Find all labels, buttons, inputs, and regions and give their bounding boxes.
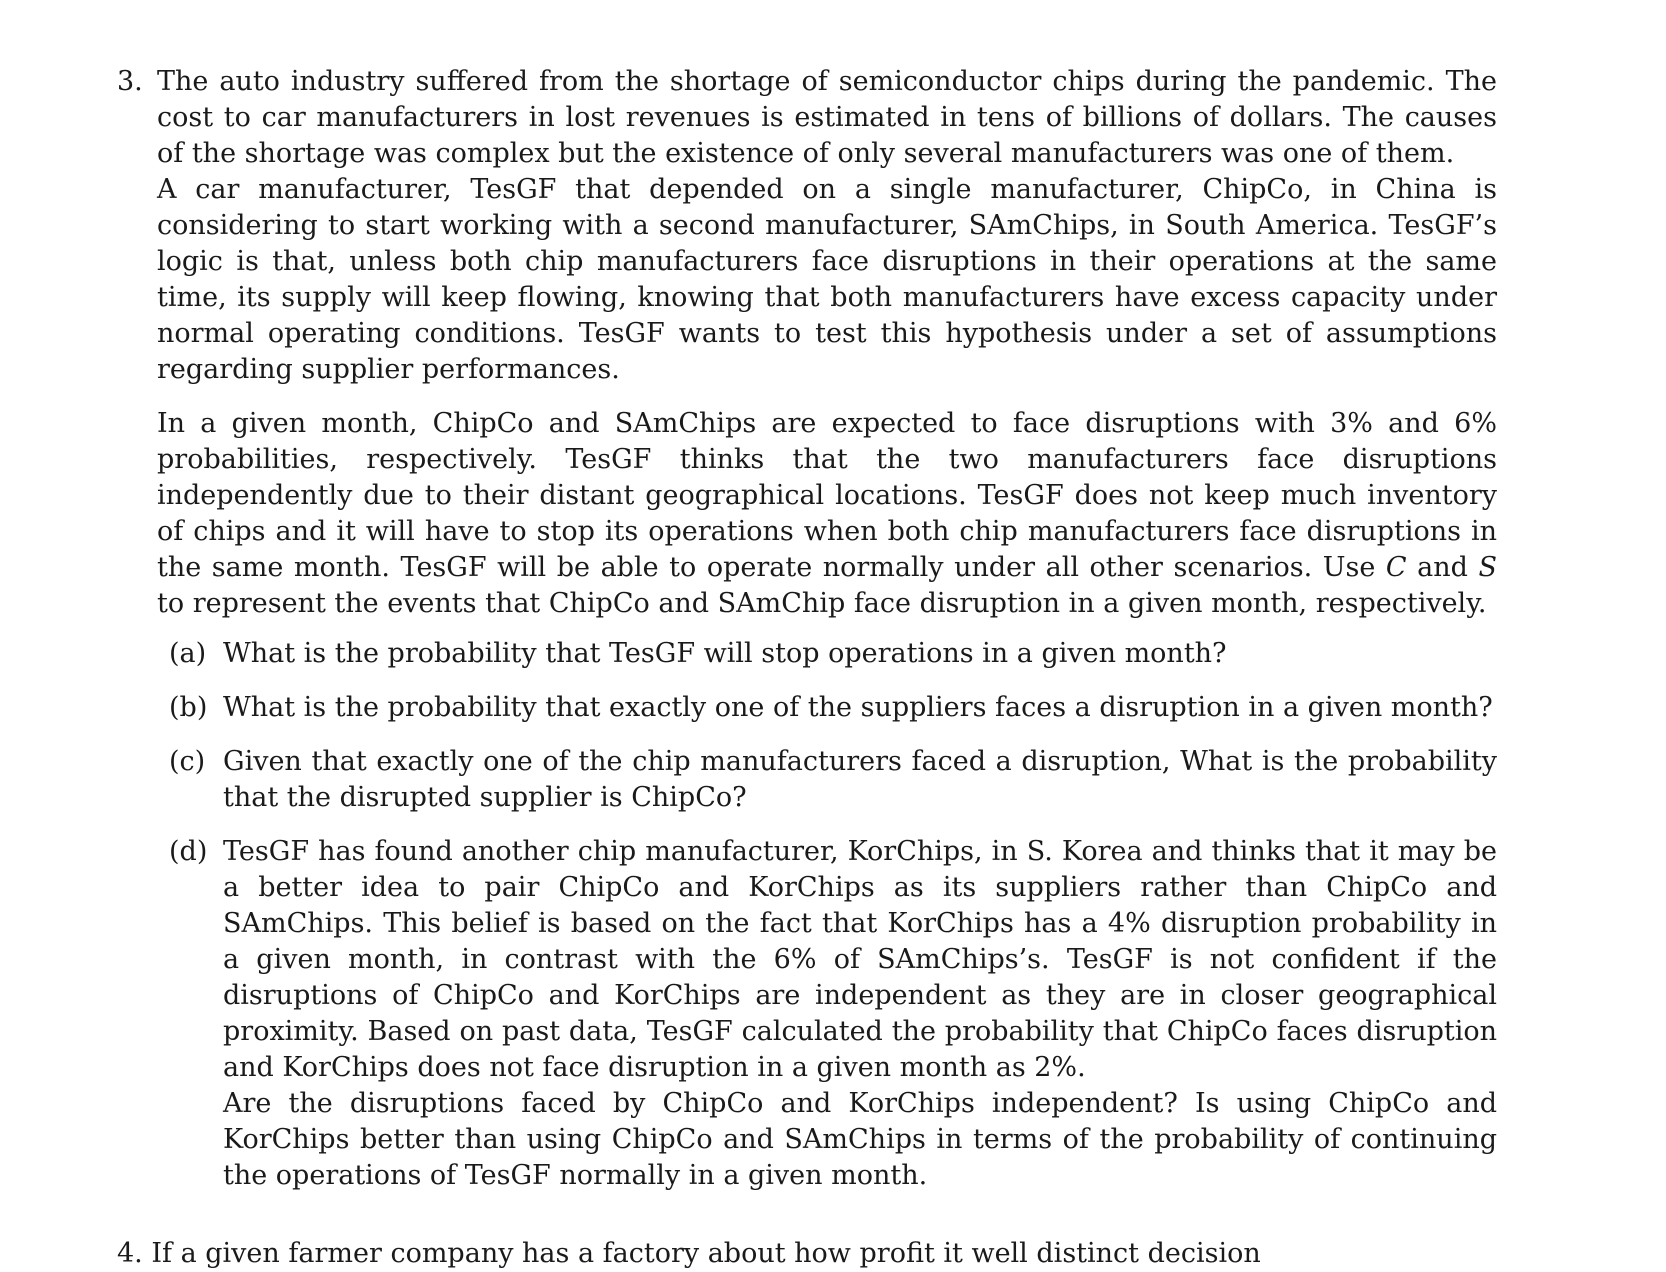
part-text: What is the probability that TesGF will stop operations in a given month? — [223, 638, 1227, 669]
setup-text-1: In a given month, ChipCo and SAmChips are expected to face disruptions with 3% and 6% probabilities, respectively. TesGF thinks that the two manufacturers face disruptions independently due to their distant geographical locations. TesGF does not keep much inventory of chips and it will have to stop its operations when both chip manufacturers face disruptions in the same month. TesGF will be able to operate normally under all other scenarios. Use — [157, 408, 1497, 583]
part-label: (d) — [169, 836, 208, 867]
next-problem-fragment: 4. If a given farmer company has a factory about how profit it well distinct decision — [117, 1238, 1261, 1269]
variable-c: C — [1385, 552, 1407, 583]
part-d — [157, 834, 1497, 1194]
problem-3 — [117, 64, 1497, 1212]
part-text-continued: Are the disruptions faced by ChipCo and KorChips independent? Is using ChipCo and KorChips better than using ChipCo and SAmChips in terms of the probability of continuing the operations of TesGF normally in a given month. — [223, 1088, 1497, 1191]
part-text: What is the probability that exactly one of the suppliers faces a disruption in a given month? — [223, 692, 1493, 723]
part-label: (c) — [169, 746, 206, 777]
problem-number: 3. — [117, 66, 143, 97]
part-text: Given that exactly one of the chip manufacturers faced a disruption, What is the probability that the disrupted supplier is ChipCo? — [223, 746, 1497, 813]
part-text: TesGF has found another chip manufacturer, KorChips, in S. Korea and thinks that it may be a better idea to pair ChipCo and KorChips as its suppliers rather than ChipCo and SAmChips. This belief is based on the fact that KorChips has a 4% disruption probability in a given month, in contrast with the 6% of SAmChips’s. TesGF is not confident if the disruptions of ChipCo and KorChips are independent as they are in closer geographical proximity. Based on past data, TesGF calculated the probability that ChipCo faces disruption and KorChips does not face disruption in a given month as 2%. — [223, 836, 1497, 1083]
problem-body — [157, 64, 1497, 1194]
part-label: (a) — [169, 638, 207, 669]
setup-text-2: to represent the events that ChipCo and SAmChip face disruption in a given month, respectively. — [157, 588, 1487, 619]
question-parts — [157, 636, 1497, 1194]
intro-paragraph-2: A car manufacturer, TesGF that depended on a single manufacturer, ChipCo, in China is considering to start working with a second manufacturer, SAmChips, in South America. TesGF’s logic is that, unless both chip manufacturers face disruptions in their operations at the same time, its supply will keep flowing, knowing that both manufacturers have excess capacity under normal operating conditions. TesGF wants to test this hypothesis under a set of assumptions regarding supplier performances. — [157, 174, 1497, 385]
setup-text-and: and — [1406, 552, 1479, 583]
intro-paragraph-1: The auto industry suffered from the shortage of semiconductor chips during the pandemic. The cost to car manufacturers in lost revenues is estimated in tens of billions of dollars. The causes of the shortage was complex but the existence of only several manufacturers was one of them. — [157, 66, 1497, 169]
part-a — [157, 636, 1497, 672]
part-c — [157, 744, 1497, 816]
setup-paragraph — [157, 406, 1497, 622]
part-label: (b) — [169, 692, 208, 723]
variable-s: S — [1478, 552, 1498, 583]
part-b — [157, 690, 1497, 726]
